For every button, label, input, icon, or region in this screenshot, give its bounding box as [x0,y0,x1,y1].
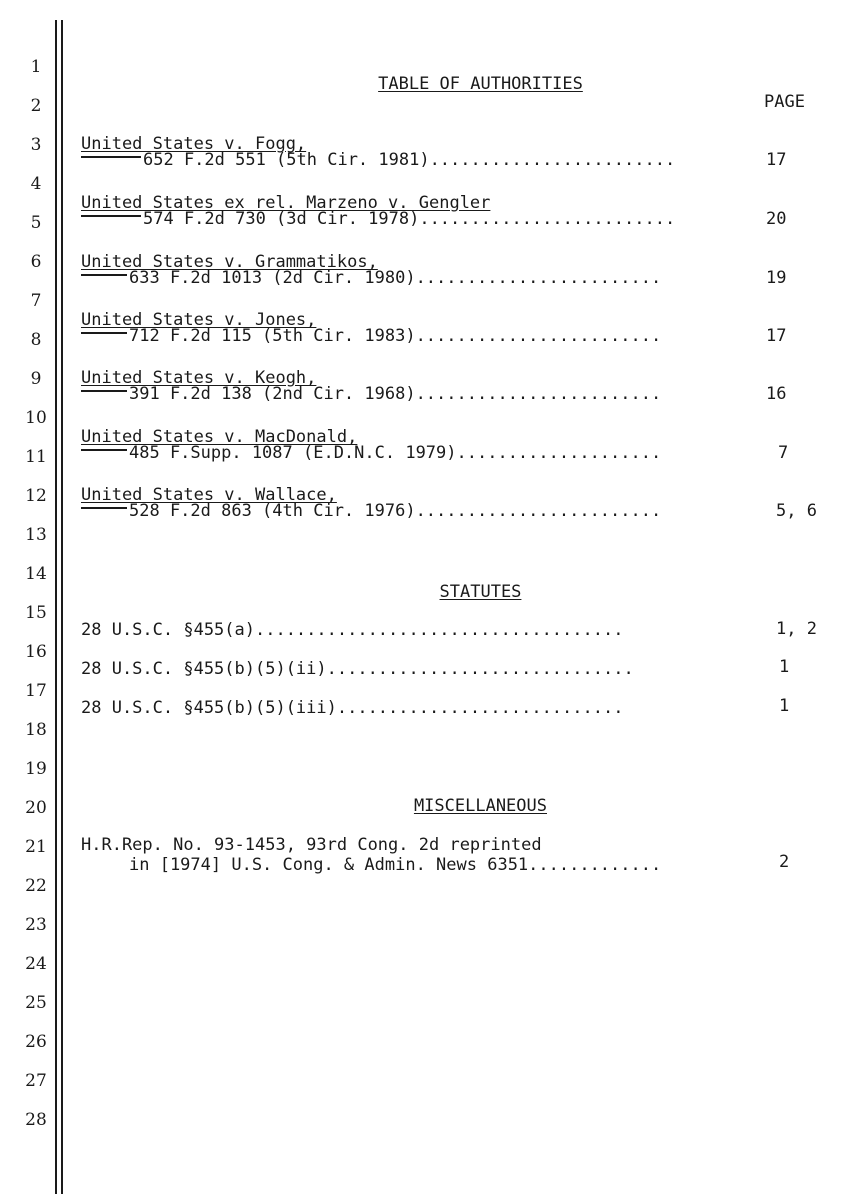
line-number: 11 [25,447,47,467]
case-citation: 528 F.2d 863 (4th Cir. 1976)........................ [129,501,662,521]
case-citation: 712 F.2d 115 (5th Cir. 1983)........................ [129,326,662,346]
case-name: United States v. Grammatikos, [81,252,378,272]
line-number: 12 [25,486,47,506]
line-number: 13 [25,525,47,545]
statute-page: 1 [779,696,790,716]
page-title: TABLE OF AUTHORITIES [378,74,583,94]
case-page: 20 [766,209,787,229]
line-number: 4 [30,174,42,194]
case-name: United States v. Jones, [81,310,317,330]
case-name: United States v. Wallace, [81,485,337,505]
statute-entry: 28 U.S.C. §455(a).................................... [81,620,624,640]
statute-entry: 28 U.S.C. §455(b)(5)(iii)............................ [81,698,624,718]
case-name: United States v. Fogg, [81,134,307,154]
case-citation: 652 F.2d 551 (5th Cir. 1981)........................ [143,150,676,170]
line-number: 19 [25,759,47,779]
line-number: 15 [25,603,47,623]
case-name: United States v. Keogh, [81,368,317,388]
line-number: 10 [25,408,47,428]
line-number: 3 [30,135,42,155]
page-column-heading: PAGE [764,92,805,112]
case-name: United States v. MacDonald, [81,427,358,447]
case-underline [81,274,127,276]
misc-page: 2 [779,852,790,872]
case-page: 17 [766,326,787,346]
line-number: 21 [25,837,47,857]
case-page: 5, 6 [776,501,817,521]
line-number: 1 [30,57,42,77]
case-underline [81,507,127,509]
case-underline [81,156,141,158]
line-number: 7 [30,291,42,311]
line-number: 5 [30,213,42,233]
case-underline [81,215,141,217]
line-number: 8 [30,330,42,350]
line-number: 6 [30,252,42,272]
case-page: 16 [766,384,787,404]
statutes-heading: STATUTES [439,582,522,602]
case-citation: 633 F.2d 1013 (2d Cir. 1980)........................ [129,268,662,288]
statute-page: 1, 2 [776,619,817,639]
case-underline [81,390,127,392]
misc-entry-line2: in [1974] U.S. Cong. & Admin. News 6351............. [129,855,662,875]
line-number: 25 [25,993,47,1013]
miscellaneous-heading: MISCELLANEOUS [413,796,547,816]
line-number: 14 [25,564,47,584]
line-number: 20 [25,798,47,818]
misc-entry-line1: H.R.Rep. No. 93-1453, 93rd Cong. 2d reprinted [81,835,542,855]
statute-page: 1 [779,657,790,677]
case-underline [81,332,127,334]
line-number: 16 [25,642,47,662]
case-page: 19 [766,268,787,288]
case-citation: 485 F.Supp. 1087 (E.D.N.C. 1979).................... [129,443,662,463]
statute-entry: 28 U.S.C. §455(b)(5)(ii).............................. [81,659,634,679]
line-number: 18 [25,720,47,740]
margin-rule-left [55,20,57,1194]
line-number: 24 [25,954,47,974]
case-citation: 391 F.2d 138 (2nd Cir. 1968)........................ [129,384,662,404]
line-number: 2 [30,96,42,116]
line-number: 27 [25,1071,47,1091]
line-number: 23 [25,915,47,935]
line-number: 26 [25,1032,47,1052]
line-number: 17 [25,681,47,701]
case-page: 17 [766,150,787,170]
line-number: 28 [25,1110,47,1130]
case-citation: 574 F.2d 730 (3d Cir. 1978)......................... [143,209,676,229]
line-number: 22 [25,876,47,896]
line-number: 9 [30,369,42,389]
case-name: United States ex rel. Marzeno v. Gengler [81,193,491,213]
case-page: 7 [778,443,789,463]
case-underline [81,449,127,451]
